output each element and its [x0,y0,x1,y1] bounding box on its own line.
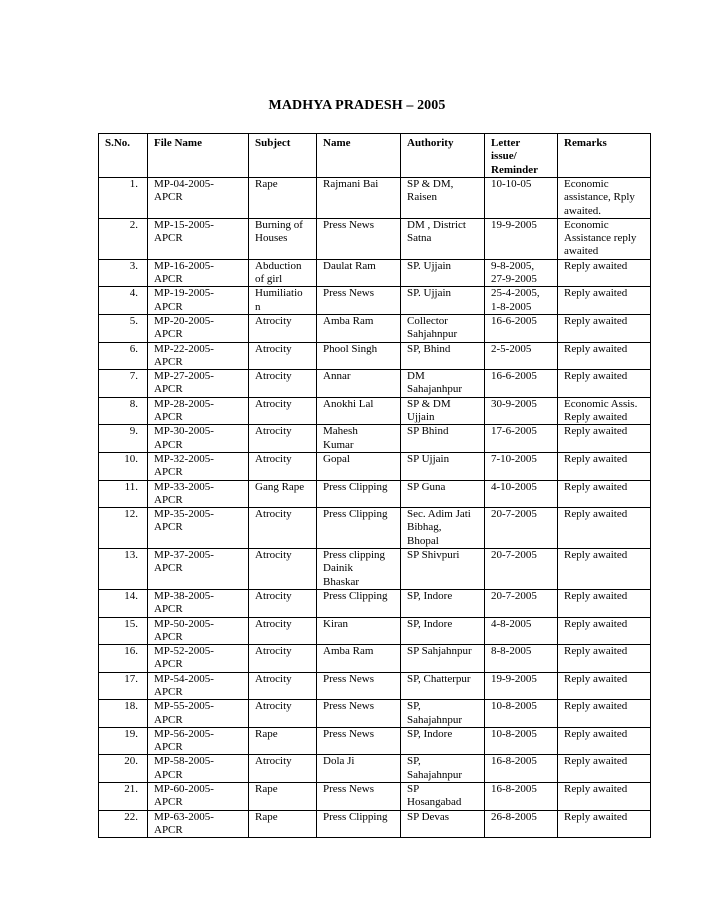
authority-cell: SP. Ujjain [401,287,485,315]
letter-cell: 20-7-2005 [485,549,558,590]
file-name-cell: MP-20-2005- APCR [148,314,249,342]
name-cell: Dola Ji [317,755,401,783]
subject-cell: Atrocity [249,700,317,728]
name-cell: Kiran [317,617,401,645]
name-cell: Anokhi Lal [317,397,401,425]
letter-cell: 9-8-2005, 27-9-2005 [485,259,558,287]
remarks-cell: Economic assistance, Rply awaited. [558,178,651,219]
file-name-cell: MP-27-2005- APCR [148,370,249,398]
authority-cell: SP Devas [401,810,485,838]
file-name-cell: MP-19-2005- APCR [148,287,249,315]
authority-cell: DM Sahajanhpur [401,370,485,398]
sno-cell: 6. [99,342,148,370]
letter-cell: 19-9-2005 [485,672,558,700]
remarks-cell: Reply awaited [558,452,651,480]
remarks-cell: Reply awaited [558,727,651,755]
table-row [99,452,651,480]
remarks-cell: Reply awaited [558,810,651,838]
authority-cell: SP, Indore [401,727,485,755]
name-cell: Press Clipping [317,508,401,549]
sno-cell: 21. [99,783,148,811]
table-row [99,370,651,398]
file-name-cell: MP-60-2005- APCR [148,783,249,811]
name-cell: Mahesh Kumar [317,425,401,453]
file-name-cell: MP-16-2005- APCR [148,259,249,287]
name-cell: Amba Ram [317,645,401,673]
subject-cell: Atrocity [249,617,317,645]
name-cell: Press News [317,672,401,700]
name-cell: Press News [317,218,401,259]
sno-cell: 17. [99,672,148,700]
letter-cell: 17-6-2005 [485,425,558,453]
table-row [99,218,651,259]
letter-cell: 4-10-2005 [485,480,558,508]
authority-cell: SP, Indore [401,589,485,617]
cases-table [98,133,651,838]
file-name-cell: MP-33-2005- APCR [148,480,249,508]
file-name-cell: MP-37-2005- APCR [148,549,249,590]
subject-cell: Atrocity [249,425,317,453]
sno-cell: 4. [99,287,148,315]
letter-cell: 10-8-2005 [485,727,558,755]
remarks-cell: Reply awaited [558,370,651,398]
sno-cell: 5. [99,314,148,342]
letter-cell: 10-8-2005 [485,700,558,728]
subject-cell: Atrocity [249,314,317,342]
table-row [99,589,651,617]
file-name-cell: MP-04-2005- APCR [148,178,249,219]
remarks-cell: Reply awaited [558,589,651,617]
remarks-cell: Economic Assistance reply awaited [558,218,651,259]
file-name-cell: MP-56-2005- APCR [148,727,249,755]
table-row [99,727,651,755]
table-row [99,755,651,783]
sno-cell: 14. [99,589,148,617]
column-header-remarks: Remarks [558,134,651,178]
column-header-authority: Authority [401,134,485,178]
letter-cell: 25-4-2005, 1-8-2005 [485,287,558,315]
file-name-cell: MP-15-2005- APCR [148,218,249,259]
remarks-cell: Economic Assis. Reply awaited [558,397,651,425]
authority-cell: SP. Ujjain [401,259,485,287]
table-row [99,287,651,315]
letter-cell: 30-9-2005 [485,397,558,425]
letter-cell: 16-6-2005 [485,370,558,398]
file-name-cell: MP-63-2005- APCR [148,810,249,838]
column-header-file-name: File Name [148,134,249,178]
letter-cell: 4-8-2005 [485,617,558,645]
file-name-cell: MP-52-2005- APCR [148,645,249,673]
sno-cell: 2. [99,218,148,259]
authority-cell: SP & DM, Raisen [401,178,485,219]
authority-cell: Sec. Adim Jati Bibhag, Bhopal [401,508,485,549]
subject-cell: Humiliatio n [249,287,317,315]
letter-cell: 20-7-2005 [485,508,558,549]
file-name-cell: MP-54-2005- APCR [148,672,249,700]
column-header-name: Name [317,134,401,178]
sno-cell: 10. [99,452,148,480]
sno-cell: 3. [99,259,148,287]
letter-cell: 2-5-2005 [485,342,558,370]
remarks-cell: Reply awaited [558,549,651,590]
sno-cell: 16. [99,645,148,673]
file-name-cell: MP-50-2005- APCR [148,617,249,645]
subject-cell: Gang Rape [249,480,317,508]
sno-cell: 11. [99,480,148,508]
table-row [99,397,651,425]
sno-cell: 8. [99,397,148,425]
name-cell: Press News [317,727,401,755]
sno-cell: 7. [99,370,148,398]
letter-cell: 7-10-2005 [485,452,558,480]
authority-cell: SP, Indore [401,617,485,645]
table-row [99,314,651,342]
table-row [99,645,651,673]
authority-cell: SP & DM Ujjain [401,397,485,425]
sno-cell: 13. [99,549,148,590]
subject-cell: Atrocity [249,342,317,370]
name-cell: Daulat Ram [317,259,401,287]
remarks-cell: Reply awaited [558,645,651,673]
sno-cell: 9. [99,425,148,453]
subject-cell: Atrocity [249,549,317,590]
name-cell: Annar [317,370,401,398]
name-cell: Phool Singh [317,342,401,370]
remarks-cell: Reply awaited [558,314,651,342]
table-row [99,672,651,700]
table-row [99,178,651,219]
table-row [99,508,651,549]
file-name-cell: MP-55-2005- APCR [148,700,249,728]
sno-cell: 12. [99,508,148,549]
file-name-cell: MP-22-2005- APCR [148,342,249,370]
table-row [99,617,651,645]
table-row [99,700,651,728]
subject-cell: Rape [249,810,317,838]
name-cell: Press News [317,783,401,811]
file-name-cell: MP-30-2005- APCR [148,425,249,453]
name-cell: Gopal [317,452,401,480]
column-header-subject: Subject [249,134,317,178]
subject-cell: Atrocity [249,452,317,480]
file-name-cell: MP-38-2005- APCR [148,589,249,617]
subject-cell: Rape [249,727,317,755]
letter-cell: 8-8-2005 [485,645,558,673]
authority-cell: SP, Bhind [401,342,485,370]
table-row [99,480,651,508]
letter-cell: 16-6-2005 [485,314,558,342]
authority-cell: SP, Sahajahnpur [401,755,485,783]
subject-cell: Atrocity [249,672,317,700]
letter-cell: 20-7-2005 [485,589,558,617]
page-title: MADHYA PRADESH – 2005 [268,98,446,113]
sno-cell: 22. [99,810,148,838]
sno-cell: 18. [99,700,148,728]
column-header-letter: Letter issue/ Reminder [485,134,558,178]
table-row [99,342,651,370]
name-cell: Amba Ram [317,314,401,342]
sno-cell: 1. [99,178,148,219]
remarks-cell: Reply awaited [558,425,651,453]
subject-cell: Rape [249,783,317,811]
letter-cell: 26-8-2005 [485,810,558,838]
table-body [99,178,651,838]
letter-cell: 16-8-2005 [485,783,558,811]
sno-cell: 20. [99,755,148,783]
authority-cell: SP Bhind [401,425,485,453]
authority-cell: DM , District Satna [401,218,485,259]
remarks-cell: Reply awaited [558,259,651,287]
sno-cell: 15. [99,617,148,645]
header-row [99,134,651,178]
remarks-cell: Reply awaited [558,700,651,728]
table-row [99,425,651,453]
remarks-cell: Reply awaited [558,755,651,783]
letter-cell: 19-9-2005 [485,218,558,259]
table-row [99,810,651,838]
file-name-cell: MP-35-2005- APCR [148,508,249,549]
remarks-cell: Reply awaited [558,287,651,315]
name-cell: Press News [317,700,401,728]
subject-cell: Atrocity [249,397,317,425]
subject-cell: Rape [249,178,317,219]
name-cell: Press Clipping [317,480,401,508]
name-cell: Press Clipping [317,589,401,617]
table-row [99,783,651,811]
authority-cell: SP Ujjain [401,452,485,480]
file-name-cell: MP-28-2005- APCR [148,397,249,425]
name-cell: Press Clipping [317,810,401,838]
subject-cell: Abduction of girl [249,259,317,287]
file-name-cell: MP-32-2005- APCR [148,452,249,480]
authority-cell: SP Guna [401,480,485,508]
name-cell: Rajmani Bai [317,178,401,219]
subject-cell: Burning of Houses [249,218,317,259]
sno-cell: 19. [99,727,148,755]
letter-cell: 10-10-05 [485,178,558,219]
authority-cell: SP Shivpuri [401,549,485,590]
file-name-cell: MP-58-2005- APCR [148,755,249,783]
name-cell: Press News [317,287,401,315]
remarks-cell: Reply awaited [558,672,651,700]
remarks-cell: Reply awaited [558,508,651,549]
table-row [99,259,651,287]
remarks-cell: Reply awaited [558,617,651,645]
subject-cell: Atrocity [249,645,317,673]
remarks-cell: Reply awaited [558,480,651,508]
column-header-sno: S.No. [99,134,148,178]
remarks-cell: Reply awaited [558,342,651,370]
subject-cell: Atrocity [249,755,317,783]
subject-cell: Atrocity [249,370,317,398]
authority-cell: Collector Sahjahnpur [401,314,485,342]
authority-cell: SP Hosangabad [401,783,485,811]
subject-cell: Atrocity [249,508,317,549]
name-cell: Press clipping Dainik Bhaskar [317,549,401,590]
authority-cell: SP, Sahajahnpur [401,700,485,728]
letter-cell: 16-8-2005 [485,755,558,783]
authority-cell: SP Sahjahnpur [401,645,485,673]
remarks-cell: Reply awaited [558,783,651,811]
subject-cell: Atrocity [249,589,317,617]
authority-cell: SP, Chatterpur [401,672,485,700]
table-row [99,549,651,590]
